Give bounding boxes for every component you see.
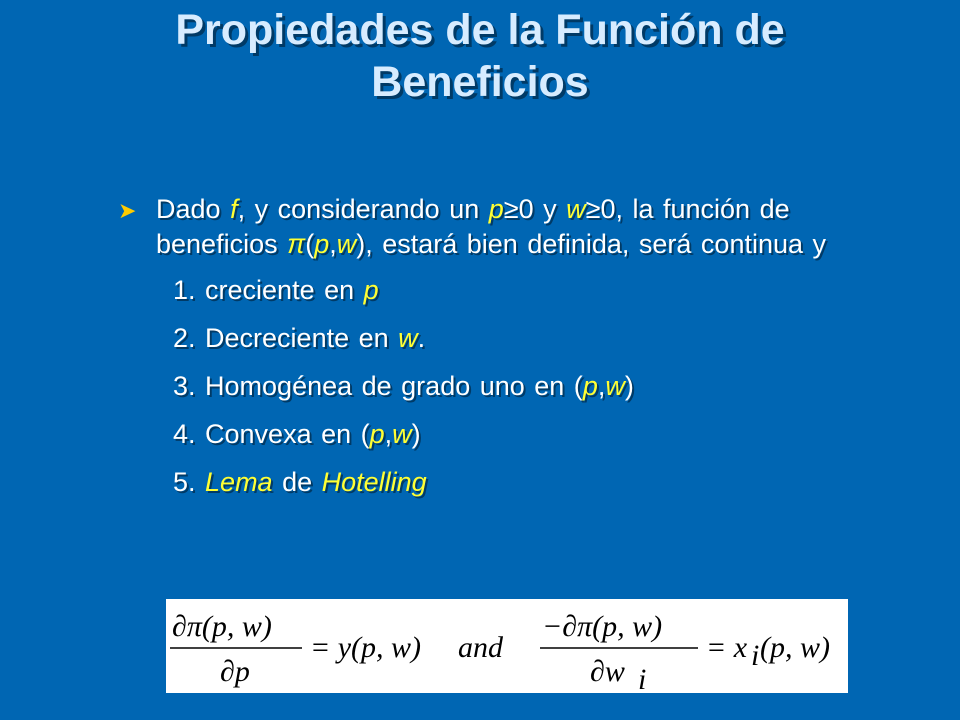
rhs-1: = y(p, w) xyxy=(310,631,422,664)
item-number: 4. xyxy=(173,419,206,449)
intro-t5: ( xyxy=(305,229,315,259)
item-number: 3. xyxy=(173,371,206,401)
var-w: w xyxy=(605,371,625,401)
intro-t3: y xyxy=(533,194,567,224)
var-w: w xyxy=(392,419,412,449)
var-p: p xyxy=(314,229,330,259)
var-w: w xyxy=(566,194,586,224)
intro-ge2: ≥0 xyxy=(585,194,616,224)
property-item-3 xyxy=(173,369,908,404)
rhs-2-subscript: i xyxy=(751,639,760,672)
intro-t6: ), estará bien definida, será continua y xyxy=(356,229,827,259)
arrow-bullet-icon: ➤ xyxy=(118,198,137,223)
intro-comma: , xyxy=(329,229,337,259)
rhs-2-tail: (p, w) xyxy=(760,631,830,664)
slide-title xyxy=(0,4,960,108)
title-line-2: Beneficios xyxy=(371,58,589,106)
item-tail: ) xyxy=(624,371,634,401)
property-item-5 xyxy=(173,465,908,500)
var-p: p xyxy=(369,419,385,449)
property-list xyxy=(118,273,908,500)
item-number: 1. xyxy=(173,275,206,305)
fraction-2-subscript: i xyxy=(638,663,647,693)
fraction-2-numerator: −∂π(p, w) xyxy=(542,610,663,643)
lema-word: Lema xyxy=(205,467,273,497)
and-word: and xyxy=(458,631,503,664)
hotelling-formula xyxy=(166,599,848,693)
rhs-2: = x xyxy=(706,631,748,664)
fraction-1-numerator: ∂π(p, w) xyxy=(172,610,272,643)
property-item-2 xyxy=(173,321,908,356)
var-p: p xyxy=(582,371,598,401)
item-number: 5. xyxy=(173,467,206,497)
var-f: f xyxy=(230,194,238,224)
item-comma: , xyxy=(384,419,393,449)
hotelling-word: Hotelling xyxy=(321,467,427,497)
item-tail: . xyxy=(417,323,426,353)
var-w: w xyxy=(336,229,357,259)
item-text: de xyxy=(272,467,322,497)
property-item-4 xyxy=(173,417,908,452)
intro-text xyxy=(156,192,908,262)
var-p: p xyxy=(488,194,504,224)
title-line-1: Propiedades de la Función de xyxy=(175,6,785,54)
intro-bullet xyxy=(118,192,908,262)
fraction-1-denominator: ∂p xyxy=(220,655,250,688)
item-text: Homogénea de grado uno en ( xyxy=(205,371,583,401)
var-w: w xyxy=(398,323,418,353)
item-text: Convexa en ( xyxy=(205,419,370,449)
item-text: Decreciente en xyxy=(205,323,399,353)
item-tail: ) xyxy=(411,419,421,449)
property-item-1 xyxy=(173,273,908,308)
intro-ge1: ≥0 xyxy=(503,194,534,224)
intro-t2: , y considerando un xyxy=(237,194,489,224)
var-pi: π xyxy=(287,229,306,259)
item-text: creciente en xyxy=(205,275,364,305)
fraction-2-denominator: ∂w xyxy=(590,655,625,688)
item-number: 2. xyxy=(173,323,206,353)
item-comma: , xyxy=(597,371,606,401)
var-p: p xyxy=(363,275,379,305)
formula-svg xyxy=(166,599,848,693)
intro-t4: , la función de beneficios xyxy=(156,194,790,259)
slide-content xyxy=(118,192,908,513)
intro-t1: Dado xyxy=(156,194,231,224)
